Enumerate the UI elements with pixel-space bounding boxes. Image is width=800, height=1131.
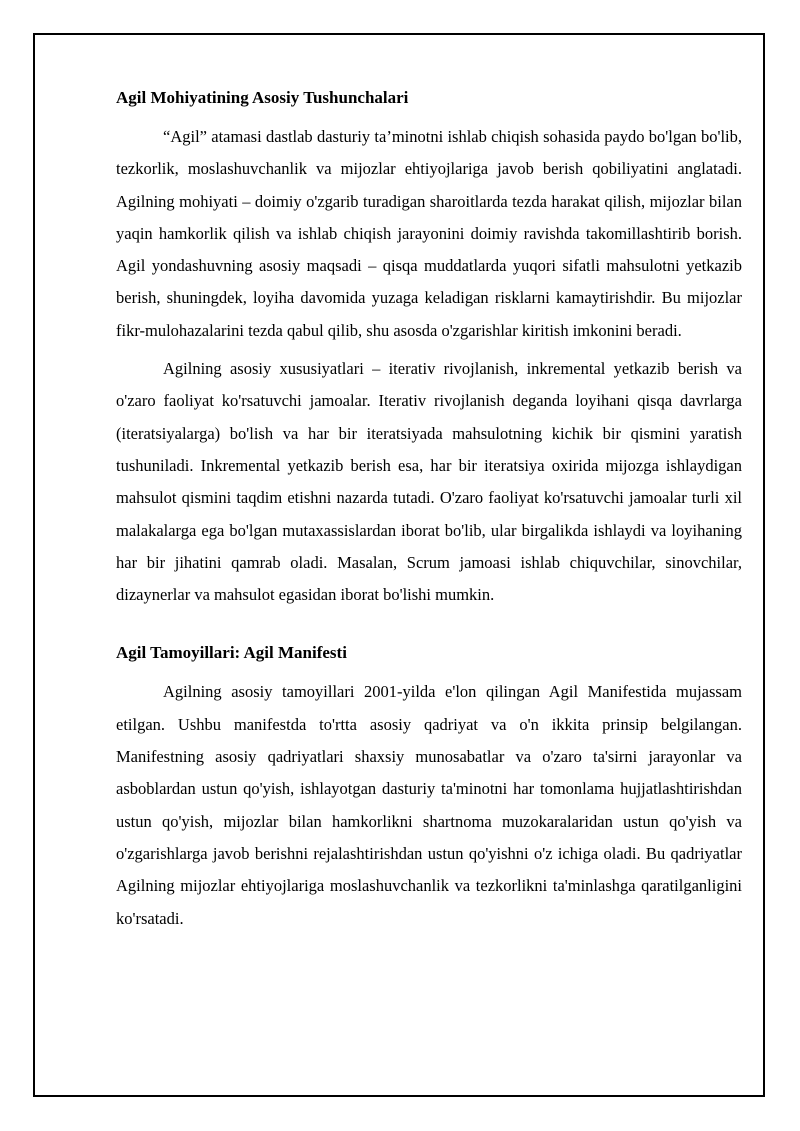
document-body: [116, 86, 742, 941]
section-heading: Agil Tamoyillari: Agil Manifesti: [116, 643, 347, 663]
paragraph: “Agil” atamasi dastlab dasturiy ta’minotni ishlab chiqish sohasida paydo bo'lgan bo'lib, tezkorlik, moslashuvchanlik va mijozlar ehtiyojlariga javob berish qobiliyatini anglatadi. Agilning mohiyati – doimiy o'zgarib turadigan sharoitlarda tezda harakat qilish, mijozlar bilan yaqin hamkorlik qilish va ishlab chiqish jarayonini doimiy ravishda takomillashtirib borish. Agil yondashuvning asosiy maqsadi – qisqa muddatlarda yuqori sifatli mahsulotni yetkazib berish, shuningdek, loyiha davomida yuzaga keladigan risklarni kamaytirishdir. Bu mijozlar fikr-mulohazalarini tezda qabul qilib, shu asosda o'zgarishlar kiritish imkonini beradi.: [116, 127, 742, 340]
paragraph: Agilning asosiy xususiyatlari – iterativ rivojlanish, inkremental yetkazib berish va o'zaro faoliyat ko'rsatuvchi jamoalar. Iterativ rivojlanish deganda loyihani qisqa davrlarga (iteratsiyalarga) bo'lish va har bir iteratsiyada mahsulotning kichik bir qismini yaratish tushuniladi. Inkremental yetkazib berish esa, har bir iteratsiya oxirida mijozga ishlaydigan mahsulot qismini taqdim etishni nazarda tutadi. O'zaro faoliyat ko'rsatuvchi jamoalar turli xil malakalarga ega bo'lgan mutaxassislardan iborat bo'lib, ular birgalikda ishlaydi va loyihaning har bir jihatini qamrab oladi. Masalan, Scrum jamoasi ishlab chiquvchilar, sinovchilar, dizaynerlar va mahsulot egasidan iborat bo'lishi mumkin.: [116, 359, 742, 605]
section-heading: Agil Mohiyatining Asosiy Tushunchalari: [116, 88, 409, 107]
paragraph: Agilning asosiy tamoyillari 2001-yilda e'lon qilingan Agil Manifestida mujassam etilgan. Ushbu manifestda to'rtta asosiy qadriyat va o'n ikkita prinsip belgilangan. Manifestning asosiy qadriyatlari shaxsiy munosabatlar va o'zaro ta'sirni jarayonlar va asboblardan ustun qo'yish, ishlayotgan dasturiy ta'minotni har tomonlama hujjatlashtirishdan ustun qo'yish, mijozlar bilan hamkorlikni shartnoma muzokaralaridan ustun qo'yish va o'zgarishlarga javob berishni rejalashtirishdan ustun qo'yishni o'z ichiga oladi. Bu qadriyatlar Agilning mijozlar ehtiyojlariga moslashuvchanlik va tezkorlikni ta'minlashga qaratilganligini ko'rsatadi.: [116, 682, 742, 928]
